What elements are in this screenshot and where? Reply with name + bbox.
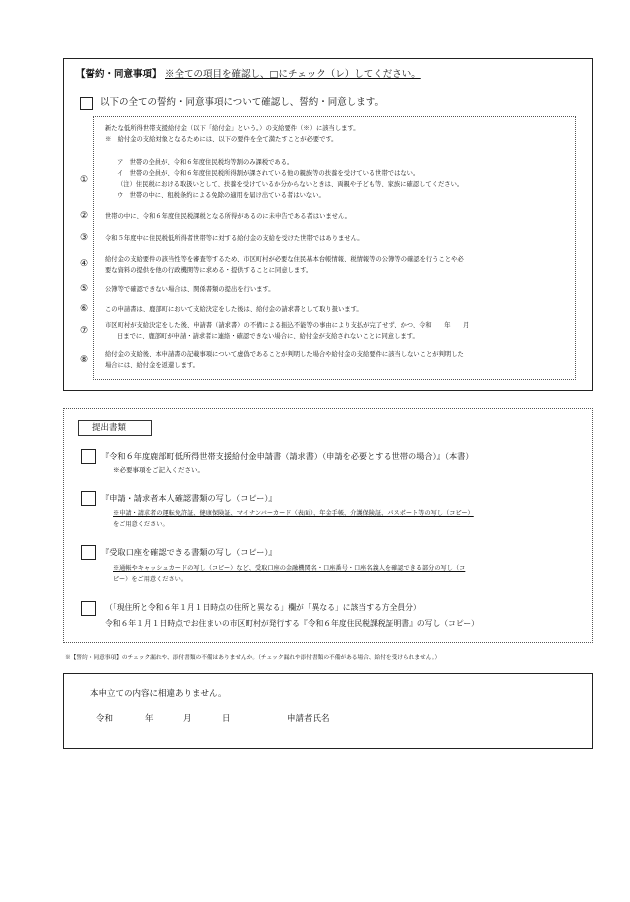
date-day-label: 日 [222, 714, 231, 724]
item-number: ⑧ [80, 355, 89, 365]
document-note: ※通帳やキャッシュカードの写し（コピー）など、受取口座の金融機関名・口座番号・口座名義人を確認できる部分の写し（コ [113, 565, 466, 572]
oath-instruction [165, 70, 421, 80]
item-7-line-1: 市区町村が支給決定をした後、申請書（請求書）の不備による振込不能等の事由により支払が完了せず、かつ、令和 年 月 [105, 322, 470, 329]
date-era-label: 令和 [96, 714, 114, 724]
item-number: ⑦ [80, 326, 89, 336]
document-title: （「現住所と令和６年１月１日時点の住所と異なる」欄が「異なる」に該当する方全員分） [105, 603, 421, 612]
applicant-name-label: 申請者氏名 [287, 714, 330, 724]
item-1-line-note: （注）住民税における取扱いとして、扶養を受けているか分からないときは、両親や子ども等、家族に確認してください。 [117, 181, 464, 188]
item-number: ⑥ [80, 304, 89, 314]
item-6-text: この申請書は、鹿部町において支給決定をした後は、給付金の請求書として取り扱います。 [105, 306, 363, 313]
item-2-text: 世帯の中に、令和６年度住民税課税となる所得があるのに未申告である者はいません。 [105, 213, 351, 220]
item-4-line-2: 要な資料の提供を他の行政機関等に求める・提供することに同意します。 [105, 267, 313, 274]
item-number: ① [80, 175, 89, 185]
document-note: 令和６年１月１日時点でお住まいの市区町村が発行する『令和６年度住民税課税証明書』の写し（コピー） [105, 619, 479, 628]
check-all-label: 以下の全ての誓約・同意事項について確認し、誓約・同意します。 [100, 97, 385, 108]
item-number: ④ [80, 259, 89, 269]
document-title: 『申請・請求者本人確認書類の写し（コピー）』 [101, 493, 277, 503]
item-5-text: 公簿等で確認できない場合は、関係書類の提出を行います。 [105, 286, 275, 293]
oath-heading: 【誓約・同意事項】 [76, 69, 162, 80]
item-4-line-1: 給付金の支給要件の該当性等を審査等するため、市区町村が必要な住民基本台帳情報、税情報等の公簿等の確認を行うことや必 [105, 256, 464, 263]
document-checkbox-bank-account[interactable] [81, 545, 96, 560]
item-number: ⑤ [80, 284, 89, 294]
intro-line: 新たな低所得世帯支援給付金（以下「給付金」という。）の支給要件（※）に該当します。 [105, 125, 360, 132]
document-title: 『令和６年度鹿部町低所得世帯支援給付金申請書（請求書）（申請を必要とする世帯の場合）』（本書） [101, 451, 474, 461]
item-number: ③ [80, 233, 89, 243]
document-checkbox-application[interactable] [81, 449, 96, 464]
document-note: ※必要事項をご記入ください。 [113, 466, 204, 474]
document-title: 『受取口座を確認できる書類の写し（コピー）』 [101, 547, 277, 557]
document-checkbox-tax-certificate[interactable] [81, 601, 96, 616]
item-1-line-c: ウ 世帯の中に、租税条約による免除の適用を届け出ている者はいない。 [117, 192, 325, 199]
check-all-checkbox[interactable] [80, 97, 93, 110]
instruction-prefix: ※全ての項目を確認し、 [165, 69, 270, 80]
item-1-line-a: ア 世帯の全員が、令和６年度住民税均等割のみ課税である。 [117, 159, 294, 166]
item-7-line-2: 日までに、鹿部町が申請・請求者に連絡・確認できない場合に、給付金が支給されないことに同意します。 [117, 333, 419, 340]
instruction-suffix: にチェック（レ）してください。 [278, 69, 421, 80]
date-month-label: 月 [183, 714, 192, 724]
document-checkbox-id[interactable] [81, 491, 96, 506]
item-8-line-2: 場合には、給付金を返還します。 [105, 362, 199, 369]
item-8-line-1: 給付金の支給後、本申請書の記載事項について虚偽であることが判明した場合や給付金の支給要件に該当しないことが判明した [105, 351, 464, 358]
declaration-section [63, 673, 593, 749]
footnote: ※【誓約・同意事項】のチェック漏れや、添付書類の不備はありませんか。（チェック漏れや添付書類の不備がある場合、給付を受けられません。） [65, 655, 441, 661]
item-number: ② [80, 211, 89, 221]
intro-note: ※ 給付金の支給対象となるためには、以下の要件を全て満たすことが必要です。 [105, 136, 338, 143]
document-note: ※申請・請求者の運転免許証、健康保険証、マイナンバーカード（表面）、年金手帳、介護保険証、パスポート等の写し（コピー） [113, 510, 474, 517]
documents-heading: 提出書類 [92, 423, 127, 433]
date-year-label: 年 [145, 714, 154, 724]
instruction-box-glyph: □ [269, 69, 279, 80]
declaration-statement: 本申立ての内容に相違ありません。 [90, 689, 227, 699]
document-note: ピー）をご用意ください。 [113, 576, 188, 583]
oath-items-box [93, 116, 576, 380]
item-1-line-b: イ 世帯の全員が、令和６年度住民税所得割が課されている他の親族等の扶養を受けている世帯ではない。 [117, 170, 420, 177]
document-note: をご用意ください。 [113, 521, 169, 528]
item-3-text: 令和５年度中に住民税低所得者世帯等に対する給付金の支給を受けた世帯ではありません。 [105, 235, 364, 242]
